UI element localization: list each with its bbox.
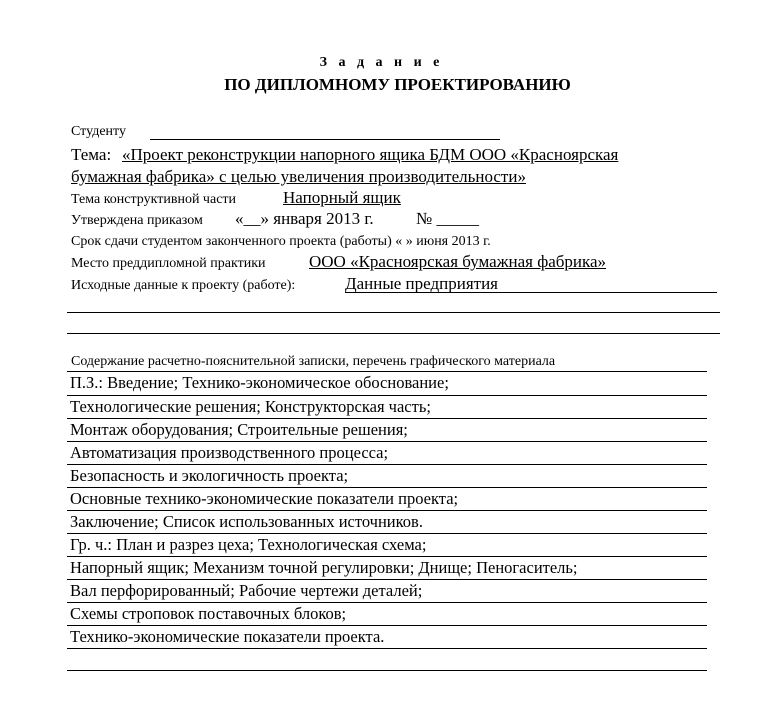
contents-item: Схемы строповок поставочных блоков; [70,604,347,623]
practice-value: ООО «Красноярская бумажная фабрика» [309,252,607,271]
contents-item: Технико-экономические показатели проекта. [70,627,385,646]
blank-line [67,670,707,671]
contents-item: Технологические решения; Конструкторская часть; [70,397,431,416]
contents-item: Автоматизация производственного процесса; [70,443,389,462]
contents-line [67,371,707,372]
order-label: Утверждена приказом [71,213,203,228]
contents-line [67,625,707,626]
contents-item: Основные технико-экономические показатели проекта; [70,489,459,508]
practice-label: Место преддипломной практики [71,256,266,271]
deadline-text: Срок сдачи студентом законченного проекта (работы) « » июня 2013 г. [71,234,491,249]
student-label: Студенту [71,124,126,139]
contents-item: Монтаж оборудования; Строительные решения; [70,420,408,439]
topic-label: Тема: [71,145,112,164]
blank-line [67,312,720,313]
source-underline [345,292,717,293]
contents-line [67,602,707,603]
contents-line [67,648,707,649]
student-underline [150,139,500,140]
contents-line [67,464,707,465]
contents-line [67,487,707,488]
contents-line [67,395,707,396]
contents-line [67,418,707,419]
source-value: Данные предприятия [345,274,498,293]
contents-line [67,510,707,511]
contents-line [67,579,707,580]
contents-item: П.З.: Введение; Технико-экономическое обоснование; [70,373,449,392]
order-number: № _____ [416,209,479,228]
contents-item: Вал перфорированный; Рабочие чертежи деталей; [70,581,423,600]
contents-item: Заключение; Список использованных источников. [70,512,423,531]
contents-item: Гр. ч.: План и разрез цеха; Технологическая схема; [70,535,427,554]
source-label: Исходные данные к проекту (работе): [71,278,296,293]
contents-item: Напорный ящик; Механизм точной регулировки; Днище; Пеногаситель; [70,558,578,577]
constructive-label: Тема конструктивной части [71,192,237,207]
contents-item: Безопасность и экологичность проекта; [70,466,349,485]
topic-line-1: «Проект реконструкции напорного ящика БДМ ООО «Красноярская [122,145,619,164]
contents-line [67,556,707,557]
contents-line [67,441,707,442]
order-date: «__» января 2013 г. [235,209,374,228]
document-title: З а д а н и е [319,55,444,70]
topic-line-2: бумажная фабрика» с целью увеличения производительности» [71,167,526,186]
contents-heading: Содержание расчетно-пояснительной записки, перечень графического материала [71,354,556,369]
document-subtitle: ПО ДИПЛОМНОМУ ПРОЕКТИРОВАНИЮ [224,75,571,94]
contents-line [67,533,707,534]
blank-line [67,333,720,334]
constructive-value: Напорный ящик [283,188,401,207]
